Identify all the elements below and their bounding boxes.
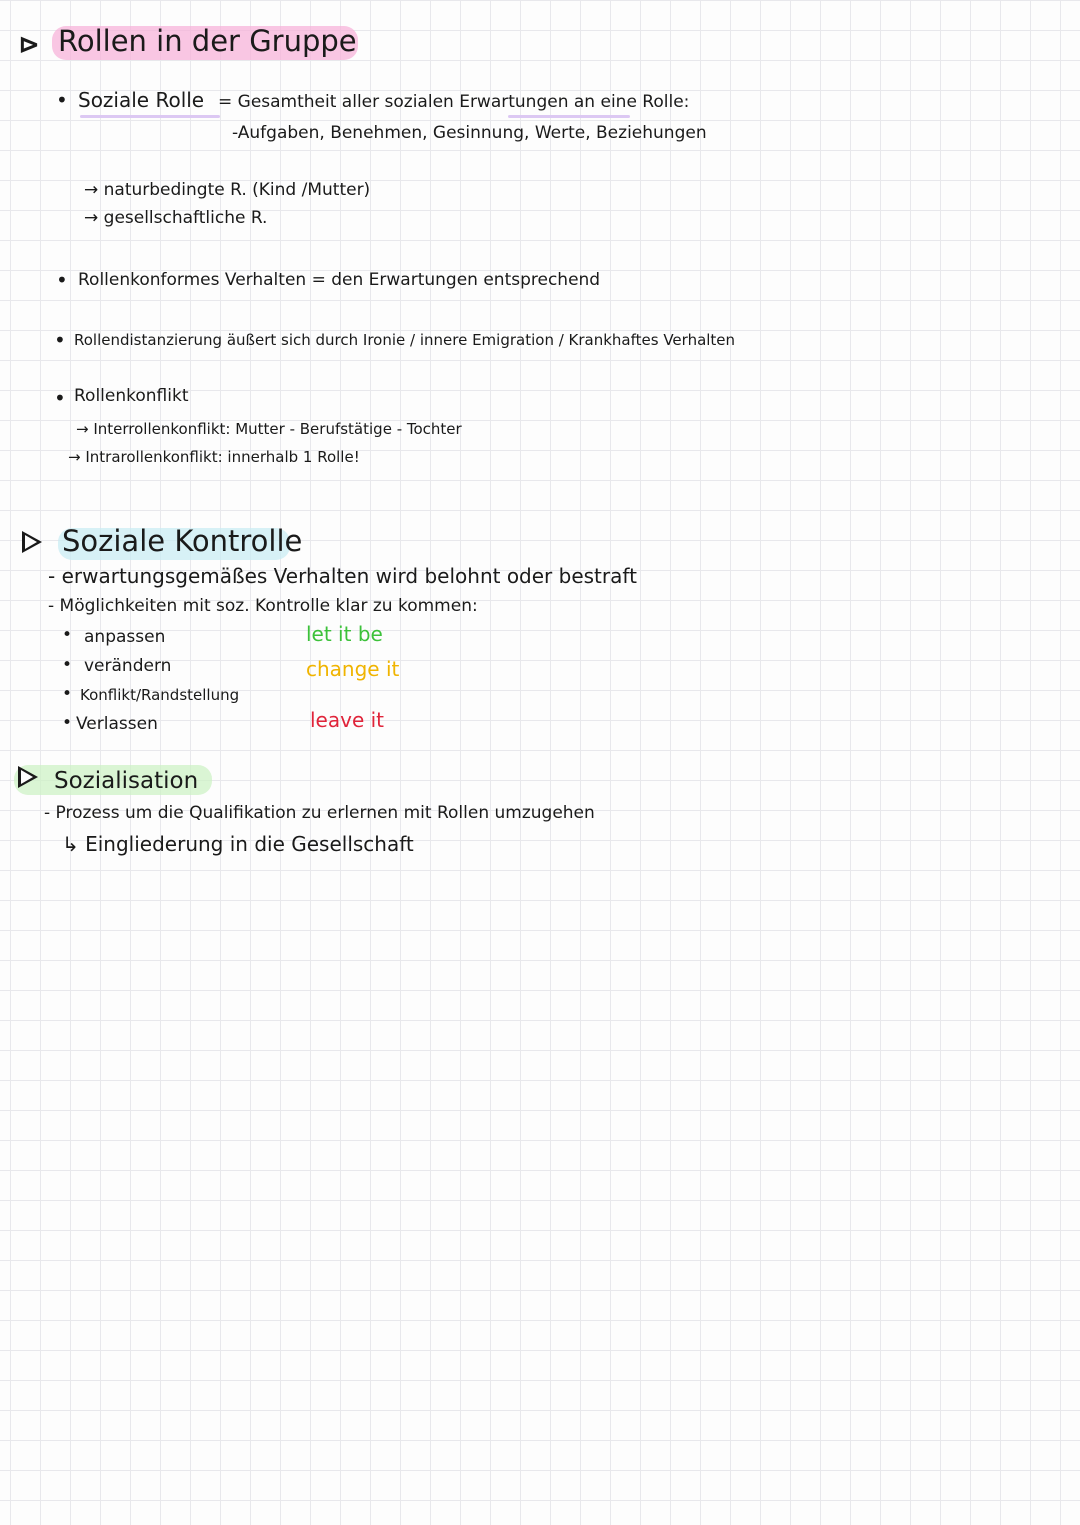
bullet-dot: • bbox=[56, 88, 68, 112]
note-leave-it: leave it bbox=[310, 708, 385, 732]
rollendistanzierung: Rollendistanzierung äußert sich durch Ironie / innere Emigration / Krankhaftes Verhalten bbox=[74, 331, 736, 349]
interrollenkonflikt: → Interrollenkonflikt: Mutter - Berufstätige - Tochter bbox=[76, 420, 462, 438]
arrow-naturbedingt: → naturbedingte R. (Kind /Mutter) bbox=[84, 180, 371, 200]
sozialisation-line-2: ↳ Eingliederung in die Gesellschaft bbox=[62, 832, 414, 856]
sozialisation-line-1: - Prozess um die Qualifikation zu erlernen mit Rollen umzugehen bbox=[44, 803, 595, 823]
kontrolle-line-1: - erwartungsgemäßes Verhalten wird belohnt oder bestraft bbox=[48, 564, 637, 588]
section-title-soziale-kontrolle: Soziale Kontrolle bbox=[62, 524, 303, 558]
soziale-rolle-list: -Aufgaben, Benehmen, Gesinnung, Werte, Beziehungen bbox=[232, 123, 707, 143]
section-arrow-icon: ⊳ bbox=[18, 30, 40, 60]
option-veraendern: verändern bbox=[84, 656, 172, 676]
rollenkonformes-verhalten: Rollenkonformes Verhalten = den Erwartungen entsprechend bbox=[78, 270, 601, 290]
soziale-rolle-definition: = Gesamtheit aller sozialen Erwartungen an eine Rolle: bbox=[218, 92, 690, 112]
section-title-sozialisation: Sozialisation bbox=[54, 768, 199, 794]
term-soziale-rolle: Soziale Rolle bbox=[78, 88, 205, 112]
kontrolle-line-2: - Möglichkeiten mit soz. Kontrolle klar zu kommen: bbox=[48, 596, 478, 616]
intrarollenkonflikt: → Intrarollenkonflikt: innerhalb 1 Rolle! bbox=[68, 448, 360, 466]
option-dot: • bbox=[62, 713, 73, 733]
option-dot: • bbox=[62, 684, 73, 704]
underline-erwartungen bbox=[508, 115, 630, 118]
play-triangle-icon bbox=[22, 531, 42, 553]
bullet-dot: • bbox=[54, 386, 66, 410]
option-dot: • bbox=[62, 625, 73, 645]
note-change-it: change it bbox=[306, 657, 400, 681]
option-verlassen: Verlassen bbox=[76, 714, 158, 734]
option-dot: • bbox=[62, 655, 73, 675]
bullet-dot: • bbox=[56, 268, 68, 292]
option-anpassen: anpassen bbox=[84, 627, 166, 647]
option-konflikt-randstellung: Konflikt/Randstellung bbox=[80, 686, 240, 704]
rollenkonflikt: Rollenkonflikt bbox=[74, 386, 189, 406]
section-title-rollen: Rollen in der Gruppe bbox=[58, 24, 357, 58]
play-triangle-icon bbox=[18, 766, 38, 788]
underline-soziale-rolle bbox=[80, 115, 220, 118]
bullet-dot: • bbox=[54, 328, 66, 352]
arrow-gesellschaftlich: → gesellschaftliche R. bbox=[84, 208, 268, 228]
note-let-it-be: let it be bbox=[306, 622, 383, 646]
